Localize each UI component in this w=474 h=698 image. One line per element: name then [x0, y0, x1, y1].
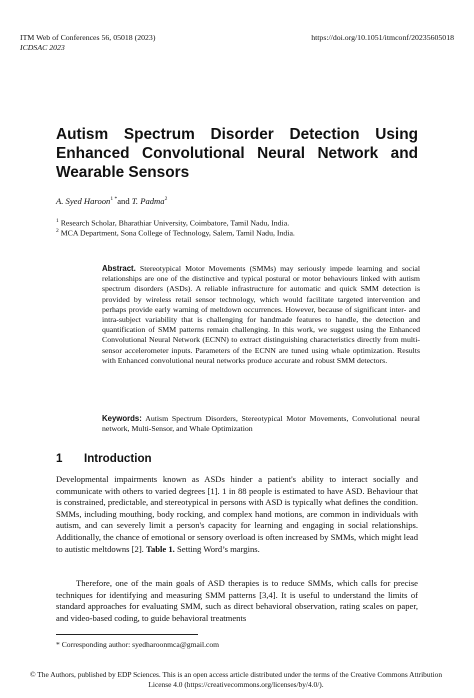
journal-line: ITM Web of Conferences 56, 05018 (2023) — [20, 33, 156, 42]
body-paragraph-1 — [56, 474, 418, 555]
paragraph-1-tail: Setting Word’s margins. — [174, 543, 260, 554]
abstract-text: Stereotypical Motor Movements (SMMs) may seriously impede learning and social relationships are one of the distinctive and typical postural or motor behaviours linked with autism spectrum disorders (ASDs). A reliable infrastructure for automatic and quick SMM detection is provided by wireless retail sensor technology, which would facilitate targeted intervention and perhaps provide early warning of meltdown occurrences. However, because of significant inter- and intra-subject variability that is challenging for handmade features to handle, the detection and quantification of SMM patterns remain challenging. In this work, we suggest using the Enhanced Convolutional Neural Network (ECNN) to extract distinguishing characteristics directly from multi-sensor accelerometer inputs. Parameters of the ECNN are tuned using whale optimization. Results with Enhanced convolutional neural networks produce accurate and robust SMM detectors. — [102, 264, 421, 365]
abstract-label: Abstract. — [102, 264, 136, 273]
abstract — [102, 264, 420, 366]
footnote-divider — [56, 634, 198, 635]
paragraph-1-text: Developmental impairments known as ASDs hinder a patient's ability to interact socially and communicate with others to varied degrees [1]. 1 in 88 people is estimated to have ASD. Behaviour that is constrained, predictable, and stereotypical in persons with ASD is typically what defines the condition. SMMs, including mouthing, body rocking, and complex hand motions, are common in individuals with autism, and can severely limit a person's capacity for learning and engaging in social relationships. Additionally, the chance of emotional or sensory overload is often increased by SMMs, which might lead to autistic meltdowns [2]. — [56, 474, 418, 554]
section-number: 1 — [56, 452, 63, 465]
author-line — [56, 196, 167, 206]
affiliation-1-mark: 1 — [56, 218, 59, 224]
affiliation-1-text: Research Scholar, Bharathiar University, Coimbatore, Tamil Nadu, India. — [60, 218, 290, 228]
author-1: A. Syed Haroon — [56, 196, 111, 206]
license-notice: © The Authors, published by EDP Sciences. This is an open access article distributed under the terms of the Creative Commons Attribution License 4.0 (https://creativecommons.org/licenses/by/4.0/). — [29, 670, 443, 689]
section-title: Introduction — [84, 452, 152, 465]
body-paragraph-2: Therefore, one of the main goals of ASD therapies is to reduce SMMs, which calls for precise techniques for identifying and measuring SMM patterns [3,4]. It is useful to understand the limits of standard approaches for evaluating SMM, such as direct behavioral observation, rating scales on paper, and video-based coding, to guide behavioral treatments — [56, 578, 418, 623]
table-reference: Table 1. — [146, 543, 175, 554]
keywords-label: Keywords: — [102, 414, 142, 423]
paper-title: Autism Spectrum Disorder Detection Using Enhanced Convolutional Neural Network and Wearable Sensors — [56, 126, 418, 181]
section-heading — [56, 452, 152, 465]
conference-name: ICDSAC 2023 — [20, 43, 65, 52]
running-header-journal — [20, 33, 155, 43]
affiliation-2-text: MCA Department, Sona College of Technology, Salem, Tamil Nadu, India. — [60, 228, 295, 238]
keywords-text: Autism Spectrum Disorders, Stereotypical Motor Movements, Convolutional neural network, Multi-Sensor, and Whale Optimization — [102, 414, 420, 434]
doi-link[interactable]: https://doi.org/10.1051/itmconf/20235605018 — [311, 33, 454, 42]
corresponding-author-footnote: * Corresponding author: syedharoonmca@gmail.com — [56, 640, 220, 649]
affiliation-2 — [56, 226, 295, 239]
author-2-mark: 2 — [164, 196, 168, 203]
author-conjunction: and — [117, 196, 132, 206]
author-2: T. Padma — [131, 196, 165, 206]
keywords — [102, 414, 420, 434]
affiliation-2-mark: 2 — [56, 228, 59, 234]
author-1-marks: 1 * — [110, 196, 118, 203]
